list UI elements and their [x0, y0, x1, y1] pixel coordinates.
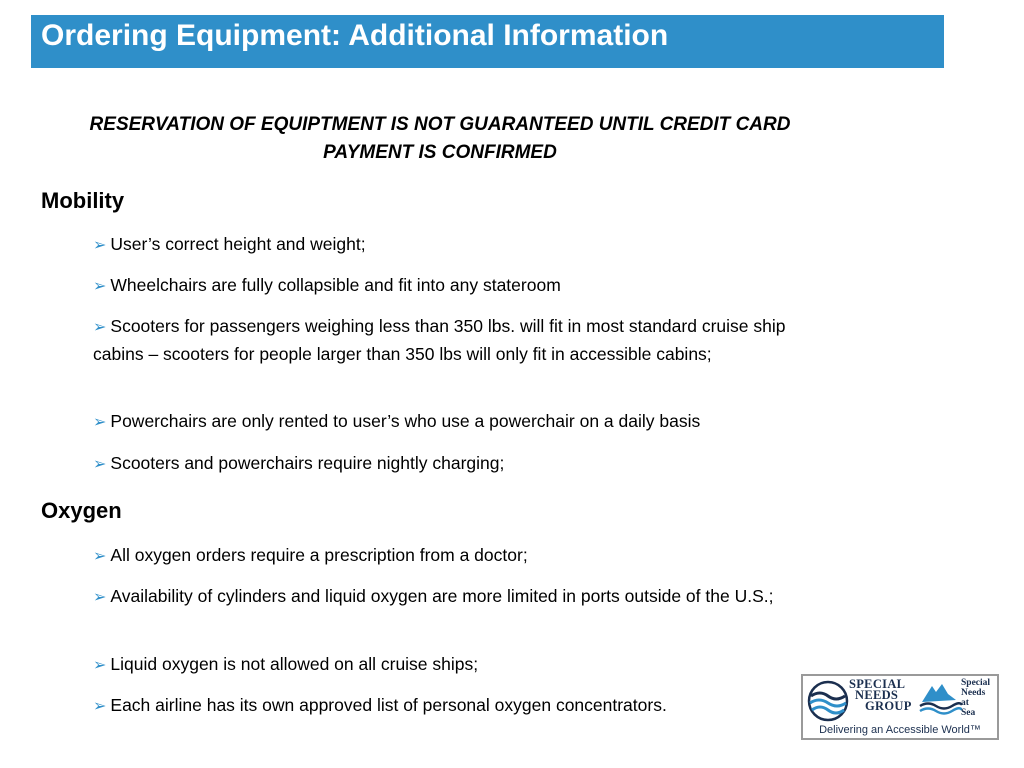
list-item-text: Wheelchairs are fully collapsible and fit into any stateroom [110, 275, 561, 295]
list-item [93, 583, 838, 611]
list-item [93, 231, 838, 259]
arrow-bullet-icon: ➢ [93, 278, 107, 295]
list-item [93, 408, 838, 436]
title-bar [31, 15, 944, 68]
section-heading-oxygen: Oxygen [41, 498, 122, 523]
list-item [93, 272, 838, 300]
list-item [93, 651, 838, 679]
ship-wave-icon [918, 678, 962, 718]
arrow-bullet-icon: ➢ [93, 698, 107, 715]
list-item-text: Liquid oxygen is not allowed on all cruise ships; [110, 654, 479, 674]
list-item-text: Scooters for passengers weighing less than 350 lbs. will fit in most standard cruise ship cabins – scooters for people larger than 350 lbs will only fit in accessible cabins; [93, 316, 786, 364]
list-item-text: Powerchairs are only rented to user’s who use a powerchair on a daily basis [110, 411, 701, 431]
list-item-text: All oxygen orders require a prescription from a doctor; [110, 545, 528, 565]
page-title: Ordering Equipment: Additional Information [41, 19, 669, 52]
company-logo [801, 674, 999, 740]
arrow-bullet-icon: ➢ [93, 456, 107, 473]
list-item-text: Each airline has its own approved list of personal oxygen concentrators. [110, 695, 667, 715]
arrow-bullet-icon: ➢ [93, 548, 107, 565]
list-item-text: User’s correct height and weight; [110, 234, 366, 254]
list-item [93, 450, 838, 478]
arrow-bullet-icon: ➢ [93, 589, 107, 606]
section-heading-mobility: Mobility [41, 188, 125, 213]
list-item [93, 313, 838, 368]
arrow-bullet-icon: ➢ [93, 237, 107, 254]
list-item [93, 542, 838, 570]
arrow-bullet-icon: ➢ [93, 319, 107, 336]
arrow-bullet-icon: ➢ [93, 657, 107, 674]
list-item-text: Scooters and powerchairs require nightly charging; [110, 453, 505, 473]
globe-wave-icon [806, 679, 850, 723]
arrow-bullet-icon: ➢ [93, 414, 107, 431]
reservation-notice: RESERVATION OF EQUIPTMENT IS NOT GUARANTEED UNTIL CREDIT CARD PAYMENT IS CONFIRMED [89, 114, 791, 163]
list-item-text: Availability of cylinders and liquid oxygen are more limited in ports outside of the U.S.; [110, 586, 774, 606]
list-item [93, 692, 838, 720]
logo-secondary-wordmark: Special Needs at Sea [961, 678, 991, 718]
logo-wordmark: SPECIAL NEEDS GROUP [849, 677, 912, 713]
logo-tagline: Delivering an Accessible World™ [819, 724, 981, 736]
